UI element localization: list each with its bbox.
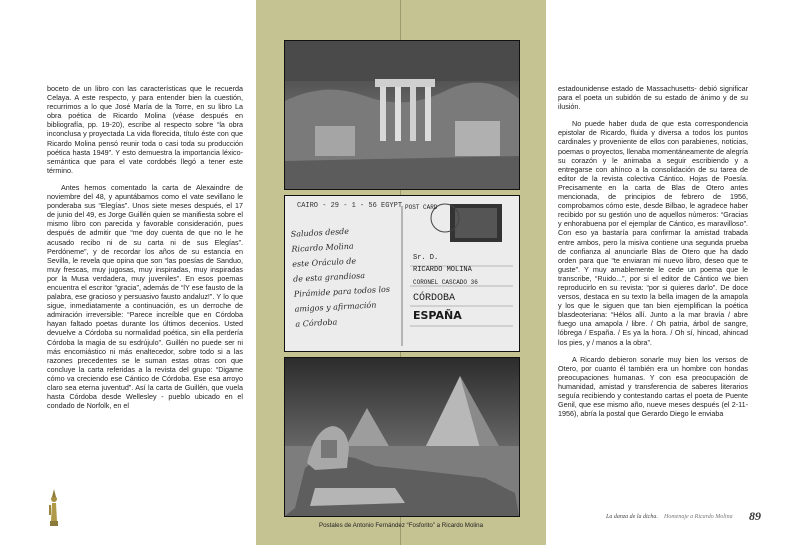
postcard-address: [413, 252, 517, 324]
right-paragraph-3: A Ricardo debieron sonarle muy bien los versos de Otero, por cuanto él también era un hombre con hondas preocupaciones humanas. Y con esa preocupación de humanidad, amistad y transferencia de saberes literarios seguía recibiendo y contestando cartas el poeta de Puente Genil, que ese mismo año, nueve meses después (el 2-11-1956), abría la postal que Gerardo Diego le enviaba: [558, 354, 748, 419]
photo-band: [256, 0, 546, 545]
postcard-handwriting: [290, 221, 401, 331]
photo-caption: Postales de Antonio Fernández “Fosforito” a Ricardo Molina: [318, 522, 484, 529]
right-text-column: [558, 84, 748, 426]
address-line: RICARDO MOLINA: [413, 266, 472, 274]
statue-ornament-icon: [46, 485, 62, 527]
right-paragraph-2: No puede haber duda de que esta correspondencia epistolar de Ricardo, fluida y diversa a todos los puntos cardinales y proveniente de ellos con parabienes, noticias, poemas o proyectos, llenaba momentáneamente de alegría su corazón y le animaba a seguir escribiendo y a entregarse con ahínco a la consolidación de su tarea de editor de la revista colectiva Cántico. Hojas de Poesía. Precisamente en la carta de Blas de Otero antes mencionada, de principios de febrero de 1956, comprobamos cómo este, desde Bilbao, le agradece haber recibido por su gestión uno de aquellos números: “Gracias y enhorabuena por el ejemplar de Cántico, es maravilloso”. Con eso ya bastaría para confirmar la amistad trabada entre ambos, pero la misiva contiene una segunda prueba de confianza al anunciarle Blas de Otero que ha dado orden para que “te enviaran mi nuevo libro, deseo que te guste”. Y muy amablemente le cede un poema que le transcribe, “Ruido...”, por si el editor de Cántico we bien reproducirlo en su revista: “por si quieres darlo”. De doce versos, destaca en su texto la bella imagen de la amapola y los que le siguen que tan bien ejemplifican la poética blasdeoteriana: “Hélos allí. Junto a la mar bravía / abre fuego una amapola / libre. / Oh patria, árbol de sangre, lóbrega / España. / Es ya la hora. / Oh sí, hincad, ahincad los pies, y / manos a la obra”.: [558, 119, 748, 347]
handwriting-line: Pirámide para todos los: [293, 284, 391, 299]
handwriting-line: Ricardo Molina: [291, 241, 354, 254]
right-paragraph-1: estadounidense estado de Massachusetts- debió significar para el poeta un subidón de su estado de ánimo y de su ilusión.: [558, 84, 748, 112]
left-paragraph-2: Antes hemos comentado la carta de Alexaindre de noviembre del 48, y apuntábamos como el vate sevillano le ponderaba sus “Elegías”. Unos siete meses después, el 17 de junio del 49, es Jorge Guillén quien se manifiesta sobre el mismo libro con parecida y favorable consideración, pues después de admitir que “me doy cuenta de que no le he acusado recibo ni de su carta ni de sus Elegías”. Perdóneme”, y de recordar los años de su estancia en Sevilla, le revela que opina que son “las poesías de Sanduo, muy frescas, muy jugosas, muy inspiradas, muy inspiradas por la Musa verdadera, muy juveniles”. En esos poemas encuentra el escritor “gracia”, además de “lY ese fausto de la palabra, ese gracioso y persuasivo fausto andaluz!”. Y lo que sigue, inmediatamente a continuación, es un derroche de admiración irreversible: “Parece increíble que en Córdoba hayan faltado poetas durante los últimos decenios. Usted devuelve a Córdoba su normalidad poética, sin ella perdería Córdoba la magia de su esdrújulo”. Guillén no puede ser ni más encomiástico ni más enaltecedor, sobre todo si a las razones precedentes se le suman estas otras con que concluye la carta referidas a la revista del grupo: “Digame cómo va creciendo ese Cántico de Córdoba. Ese esa arroyo claro sea eterna juventud”. Así la carta de Guillén, que vuela hasta Córdoba desde Wellesley - pueblo ubicado en el condado de Norfolk, en el: [47, 182, 243, 411]
address-line: Sr. D.: [413, 254, 439, 262]
left-text-column: [47, 84, 243, 418]
postcard-header: POST CARD: [405, 204, 438, 211]
handwriting-line: de esta grandiosa: [292, 271, 366, 284]
postcard-postmark: CAIRO - 29 - 1 - 56 EGYPT: [297, 202, 403, 210]
running-footer-author: Homenaje a Ricardo Molina: [664, 514, 733, 520]
address-line: CÓRDOBA: [413, 293, 456, 304]
handwriting-line: a Córdoba: [295, 317, 338, 329]
address-line: CORONEL CASCADO 36: [413, 279, 478, 286]
page-number: 89: [749, 509, 761, 523]
handwriting-line: amigos y afirmación: [294, 300, 377, 314]
handwriting-line: este Oráculo de: [292, 256, 357, 269]
handwriting-line: Saludos desde: [290, 226, 350, 239]
address-line: ESPAÑA: [413, 309, 462, 322]
left-paragraph-1: boceto de un libro con las características que le recuerda Celaya. A este respecto, y para entender bien la cuestión, recurrimos a lo que José María de la Torre, en su libro La obra poética de Ricardo Molina (véase después en bibliografía, pp. 19-20), escribe al respecto sobre “la obra inconclusa y proyectada La vida florecida, título éste con que Ricardo Molina pensó reunir toda o casi toda su producción poética hasta 1949”. Y esto demuestra la importancia léxico-semántica que para el vate cordobés llegó a tener este término.: [47, 84, 243, 175]
ruins-photo: [284, 40, 520, 190]
sphinx-photo: [284, 357, 520, 517]
left-page: [0, 0, 256, 545]
postcard-photo: [284, 195, 520, 352]
right-page: [546, 0, 800, 545]
running-footer-title: La danza de la dicha.: [606, 514, 658, 520]
